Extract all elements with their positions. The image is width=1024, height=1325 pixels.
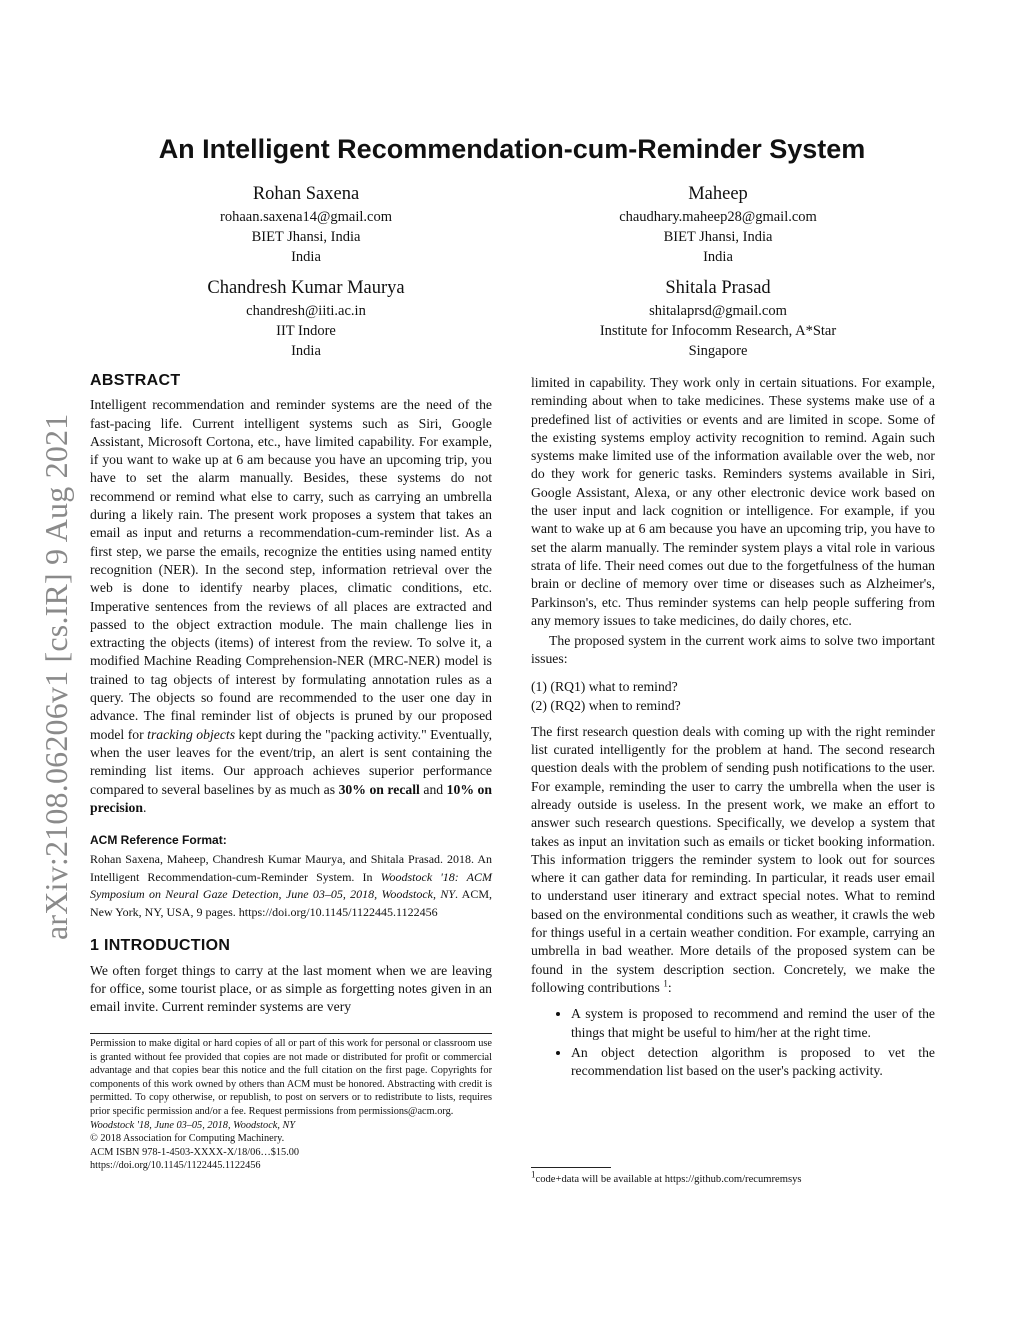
acm-ref-heading: ACM Reference Format: (90, 833, 227, 848)
author-block (528, 181, 908, 267)
author-affiliation: BIET Jhansi, India (663, 229, 773, 245)
author-country: India (291, 343, 321, 359)
intro-heading: 1 INTRODUCTION (90, 937, 231, 955)
author-block (528, 275, 908, 361)
permission-text: Permission to make digital or hard copies of all or part of this work for personal or classroom use is granted without fee provided that copies are not made or distributed for profit or commercial advantage and that copies bear this notice and the full citation on the first page. Copyrights for components of this work owned by others than ACM must be honored. Abstracting with credit is permitted. To copy otherwise, or republish, to post on servers or to redistribute to lists, requires prior specific permission and/or a fee. Request permissions from permissions@acm.org. (90, 1038, 492, 1117)
author-name: Shitala Prasad (665, 278, 771, 298)
author-email[interactable]: chaudhary.maheep28@gmail.com (619, 209, 817, 225)
intro-paragraph: limited in capability. They work only in certain situations. For example, reminding about when to take medicines. These systems make use of a predefined list of activities or events and are limited in scope. Some of the existing systems employ activity recognition to remind. Again such systems make limited use of the information available over the web, nor do they work for generic tasks. Reminders systems available in Siri, Google Assistant, Alexa, or any other electronic device work based on the user input and lack cognition or intelligence. For example, if you want to wake up at 6 am because you have an upcoming trip, you have to set the alarm manually. The reminder system plays a vital role in various strata of life. Their need comes out due to the forgetfulness of the human brain or decline of memory over time or diseases such as Alzheimer's, Parkinson's, etc. Thus reminder systems can help people suffering from any memory issues to take medicines, do daily chores, etc. (531, 375, 935, 628)
footnote-text: code+data will be available at https://github.com/recumremsys (535, 1174, 802, 1185)
author-affiliation: IIT Indore (276, 323, 336, 339)
paper-title: An Intelligent Recommendation-cum-Reminder System (158, 134, 866, 164)
left-column (90, 372, 492, 1017)
author-name: Rohan Saxena (252, 184, 360, 204)
contributions-list (531, 1005, 935, 1080)
author-email[interactable]: chandresh@iiti.ac.in (246, 303, 366, 319)
footnote (531, 1169, 935, 1187)
doi-link[interactable]: https://doi.org/10.1145/1122445.1122456 (90, 1160, 261, 1172)
author-affiliation: Institute for Infocomm Research, A*Star (599, 323, 837, 339)
rq-item: (1) (RQ1) what to remind? (531, 678, 678, 694)
abstract-heading: ABSTRACT (90, 372, 181, 389)
rq-item: (2) (RQ2) when to remind? (531, 697, 681, 713)
author-email[interactable]: shitalaprsd@gmail.com (649, 303, 787, 319)
author-name: Chandresh Kumar Maurya (207, 278, 405, 298)
arxiv-stamp (8, 370, 74, 940)
acm-ref-text: Rohan Saxena, Maheep, Chandresh Kumar Maurya, and Shitala Prasad. 2018. An Intelligent Recommendation-cum-Reminder System. In Woodstock '18: ACM Symposium on Neural Gaze Detection, June 03–05, 2018, Woodstock, NY. ACM, New York, NY, USA, 9 pages. https://doi.org/10.1145/1122445.1122456 (90, 852, 492, 919)
divider (90, 1033, 492, 1034)
right-column (531, 374, 935, 1082)
author-name: Maheep (688, 184, 748, 204)
author-country: Singapore (688, 343, 748, 359)
intro-paragraph: We often forget things to carry at the last moment when we are leaving for office, some tourist place, or as simple as forgetting notes given in an email invite. Current reminder systems are very (90, 962, 492, 1015)
permission-venue: Woodstock '18, June 03–05, 2018, Woodstock, NY (90, 1119, 296, 1131)
footnote-divider (531, 1167, 611, 1168)
author-email[interactable]: rohaan.saxena14@gmail.com (220, 209, 392, 225)
author-block (116, 275, 496, 361)
list-item: • A system is proposed to recommend and remind the user of the things that might be useful to him/her at the right time. (571, 1005, 935, 1042)
list-item: • An object detection algorithm is proposed to vet the recommendation list based on the user's packing activity. (571, 1044, 935, 1081)
author-country: India (291, 249, 321, 265)
author-affiliation: BIET Jhansi, India (251, 229, 361, 245)
abstract-text: Intelligent recommendation and reminder systems are the need of the fast-pacing life. Current intelligent systems such as Siri, Google Assistant, Microsoft Cortona, etc., have limited capability. For example, if you want to wake up at 6 am because you have an upcoming trip, you have to set the alarm manually. Besides, these systems do not recommend or remind what else to carry, such as carrying an umbrella during a likely rain. The present work proposes a system that takes an email as input and returns a recommendation-cum-reminder list. As a first step, we parse the emails, recognize the entities using named entity recognition (NER). In the second step, information retrieval over the web is done to identify nearby places, climatic conditions, etc. Imperative sentences from the reviews of all places are extracted and passed to the object extraction module. The main challenge lies in extracting the objects (items) of interest from the review. To solve it, a modified Machine Reading Comprehension-NER (MRC-NER) model is trained to tag objects of interest by formulating annotation rules as a query. The objects so found are recommended to the user one day in advance. The final reminder list of objects is pruned by our proposed model for tracking objects kept during the "packing activity." Eventually, when the user leaves for the event/trip, an alert is sent containing the reminding list items. Our approach achieves superior performance compared to several baselines by as much as 30% on recall and 10% on precision. (90, 397, 493, 815)
arxiv-id: arXiv:2108.06206v1 [cs.IR] 9 Aug 2021 (38, 413, 74, 940)
intro-paragraph: The first research question deals with coming up with the right reminder list curated intelligently for the problem at hand. The second research question deals with the problem of sending push notifications to the user. For example, reminding the user to carry the umbrella when the user is already outside is useless. In the present work, we make an effort to answer such research questions. Specifically, we develop a system that takes as input an invitation such as emails or ticket booking information. This information triggers the reminder system to look out for sources where it can gather data for reminding. In particular, it reads user email to understand user itinerary and extract special notes. What to remind based on the environmental conditions such as weather, it crawls the web for things useful in a certain weather condition. For example, carrying an umbrella in bad weather. More details of the proposed system can be found in the system description section. Concretely, we make the following contributions $^1$: (531, 723, 935, 995)
footnote-mark: 1 (531, 1169, 536, 1180)
isbn: ACM ISBN 978-1-4503-XXXX-X/18/06…$15.00 (90, 1146, 300, 1158)
copyright: © 2018 Association for Computing Machinery. (90, 1133, 285, 1145)
footnote-ref[interactable]: 1 (663, 978, 668, 989)
permission-block (90, 1037, 492, 1173)
author-block (116, 181, 496, 267)
research-questions (531, 677, 935, 715)
intro-paragraph: The proposed system in the current work aims to solve two important issues: (531, 633, 935, 667)
author-country: India (703, 249, 733, 265)
